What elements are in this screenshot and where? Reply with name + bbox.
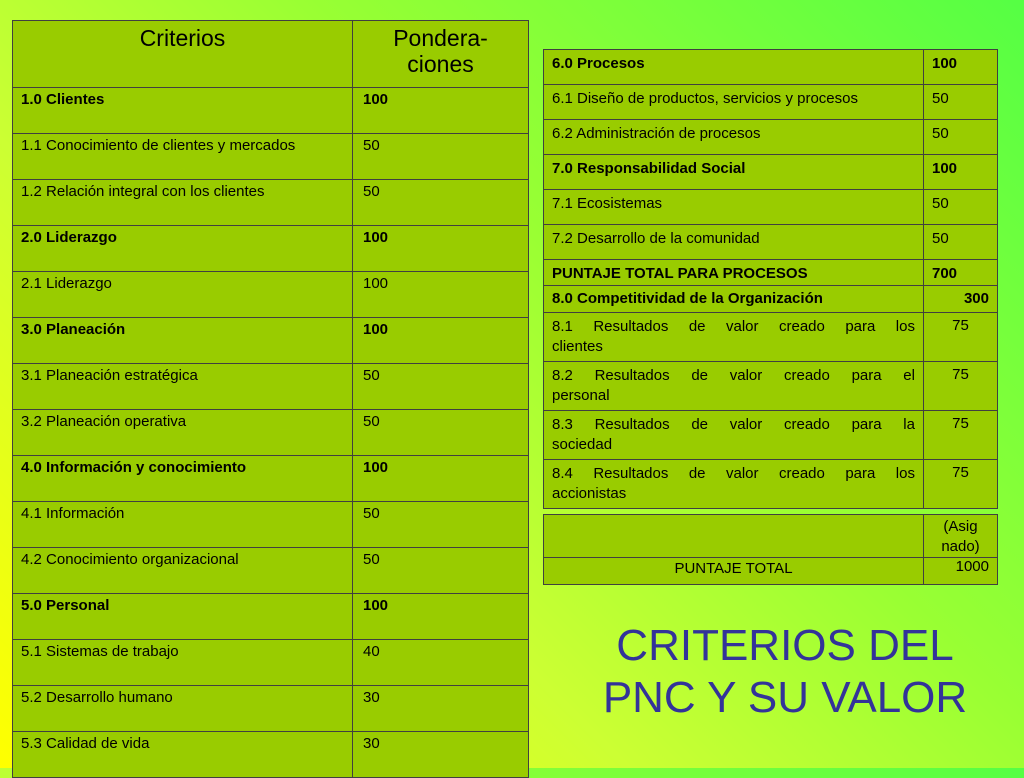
criteria-label: 5.1 Sistemas de trabajo [13, 640, 353, 686]
ponderaciones-header [353, 21, 529, 88]
criteria-label: 4.0 Información y conocimiento [13, 456, 353, 502]
competitividad-row-line2: accionistas [552, 485, 627, 502]
competitividad-row [544, 411, 998, 460]
procesos-row [544, 225, 998, 260]
criteria-value: 50 [353, 180, 529, 226]
procesos-row [544, 190, 998, 225]
criteria-row [13, 686, 529, 732]
ponderaciones-header-line1: Pondera- [393, 25, 488, 51]
criteria-row [13, 594, 529, 640]
competitividad-row-line1: 8.1 Resultados de valor creado para los [552, 318, 915, 335]
procesos-value: 50 [924, 225, 998, 260]
criteria-label: 5.3 Calidad de vida [13, 732, 353, 778]
procesos-value: 700 [924, 260, 998, 295]
competitividad-table [543, 285, 998, 509]
competitividad-row [544, 362, 998, 411]
criteria-row [13, 364, 529, 410]
procesos-row [544, 85, 998, 120]
criteria-label: 2.1 Liderazgo [13, 272, 353, 318]
page-title [560, 620, 1010, 724]
ponderaciones-header-line2: ciones [407, 51, 474, 78]
procesos-value: 50 [924, 85, 998, 120]
criteria-label: 3.1 Planeación estratégica [13, 364, 353, 410]
competitividad-row-value: 75 [924, 460, 998, 509]
competitividad-row-line1: 8.2 Resultados de valor creado para el [552, 367, 915, 384]
competitividad-row-label [544, 411, 924, 460]
puntaje-total-label: PUNTAJE TOTAL [544, 558, 924, 585]
total-table [543, 514, 998, 585]
procesos-label: 7.1 Ecosistemas [544, 190, 924, 225]
competitividad-row-line1: 8.3 Resultados de valor creado para la [552, 416, 915, 433]
criteria-value: 50 [353, 548, 529, 594]
criteria-value: 50 [353, 502, 529, 548]
criteria-value: 50 [353, 134, 529, 180]
procesos-label: 6.1 Diseño de productos, servicios y procesos [544, 85, 924, 120]
criteria-value: 100 [353, 88, 529, 134]
procesos-label: 6.2 Administración de procesos [544, 120, 924, 155]
criteria-row [13, 134, 529, 180]
competitividad-row-line2: clientes [552, 338, 603, 355]
competitividad-row [544, 313, 998, 362]
procesos-value: 100 [924, 155, 998, 190]
competitividad-row-line1: 8.4 Resultados de valor creado para los [552, 465, 915, 482]
criteria-value: 30 [353, 732, 529, 778]
criteria-label: 1.0 Clientes [13, 88, 353, 134]
criteria-row [13, 180, 529, 226]
criteria-value: 40 [353, 640, 529, 686]
criteria-label: 1.2 Relación integral con los clientes [13, 180, 353, 226]
criteria-value: 50 [353, 410, 529, 456]
competitividad-row-value: 75 [924, 362, 998, 411]
title-line2: PNC Y SU VALOR [602, 673, 968, 722]
competitividad-row-line2: personal [552, 387, 610, 404]
criteria-value: 30 [353, 686, 529, 732]
procesos-table [543, 49, 998, 295]
criteria-label: 1.1 Conocimiento de clientes y mercados [13, 134, 353, 180]
asignado-row [544, 515, 998, 558]
criteria-header-row [13, 21, 529, 88]
criteria-table [12, 20, 529, 778]
competitividad-row-label [544, 362, 924, 411]
criteria-row [13, 226, 529, 272]
competitividad-row-line2: sociedad [552, 436, 613, 453]
competitividad-row-value: 75 [924, 313, 998, 362]
criteria-label: 3.0 Planeación [13, 318, 353, 364]
competitividad-row-label [544, 313, 924, 362]
procesos-row [544, 120, 998, 155]
asignado-line2: nado) [941, 538, 980, 555]
procesos-row [544, 155, 998, 190]
competitividad-row [544, 460, 998, 509]
criteria-row [13, 410, 529, 456]
criteria-row [13, 272, 529, 318]
criteria-row [13, 456, 529, 502]
asignado-line1: (Asig [943, 518, 978, 535]
title-line1: CRITERIOS DEL [616, 621, 954, 670]
competitividad-header-row [544, 286, 998, 313]
competitividad-row-label [544, 460, 924, 509]
criteria-row [13, 548, 529, 594]
asignado-cell [924, 515, 998, 558]
puntaje-total-row [544, 558, 998, 585]
procesos-value: 100 [924, 50, 998, 85]
competitividad-value: 300 [924, 286, 998, 313]
criteria-row [13, 502, 529, 548]
criteria-value: 50 [353, 364, 529, 410]
puntaje-total-value: 1000 [924, 558, 998, 585]
competitividad-label: 8.0 Competitividad de la Organización [544, 286, 924, 313]
criteria-label: 5.2 Desarrollo humano [13, 686, 353, 732]
competitividad-row-value: 75 [924, 411, 998, 460]
criteria-label: 5.0 Personal [13, 594, 353, 640]
criterios-header: Criterios [13, 21, 353, 88]
criteria-label: 3.2 Planeación operativa [13, 410, 353, 456]
procesos-value: 50 [924, 120, 998, 155]
procesos-value: 50 [924, 190, 998, 225]
criteria-row [13, 88, 529, 134]
procesos-label: PUNTAJE TOTAL PARA PROCESOS [544, 260, 924, 295]
procesos-row [544, 50, 998, 85]
criteria-value: 100 [353, 318, 529, 364]
criteria-value: 100 [353, 272, 529, 318]
asignado-empty-cell [544, 515, 924, 558]
criteria-value: 100 [353, 594, 529, 640]
criteria-label: 4.2 Conocimiento organizacional [13, 548, 353, 594]
criteria-row [13, 732, 529, 778]
criteria-value: 100 [353, 226, 529, 272]
procesos-label: 6.0 Procesos [544, 50, 924, 85]
procesos-label: 7.0 Responsabilidad Social [544, 155, 924, 190]
procesos-label: 7.2 Desarrollo de la comunidad [544, 225, 924, 260]
criteria-value: 100 [353, 456, 529, 502]
criteria-label: 4.1 Información [13, 502, 353, 548]
criteria-row [13, 318, 529, 364]
criteria-row [13, 640, 529, 686]
criteria-label: 2.0 Liderazgo [13, 226, 353, 272]
